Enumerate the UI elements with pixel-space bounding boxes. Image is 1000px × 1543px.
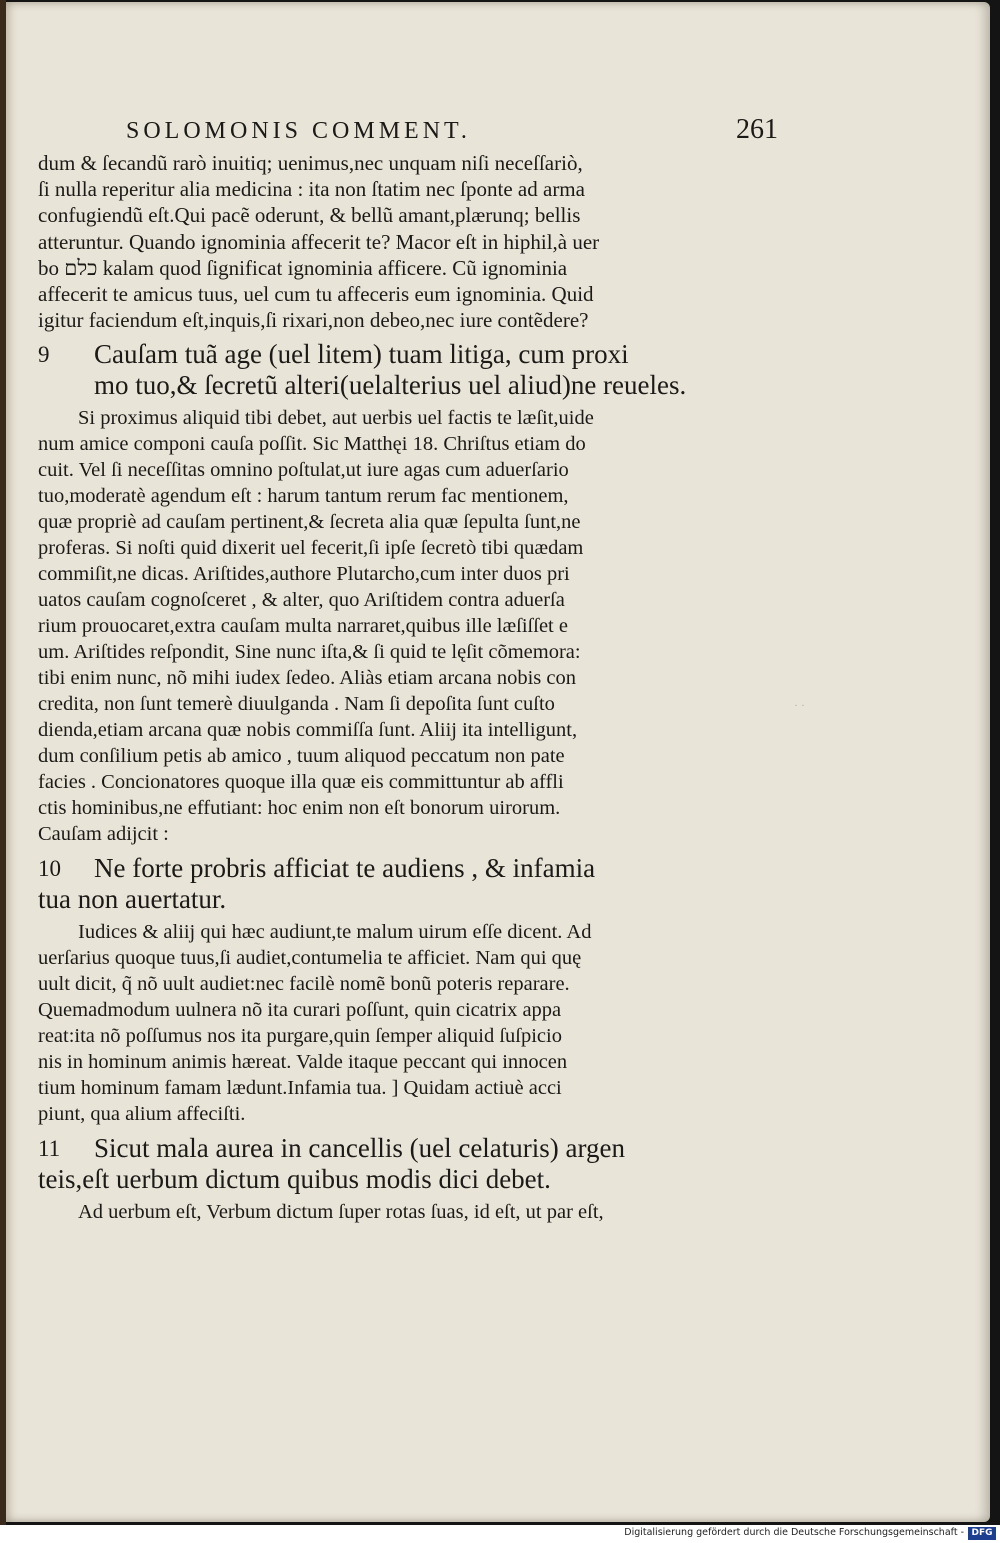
- commentary-line: Si proximus aliquid tibi debet, aut uerbis uel factis te læſit,uide: [78, 407, 594, 430]
- commentary-line: Iudices & aliĳ qui hæc audiunt,te malum uirum eſſe dicent. Ad: [78, 921, 592, 944]
- commentary-line: uult dicit, q̃ nõ uult audiet:nec facilè nomẽ bonũ poteris reparare.: [38, 973, 570, 996]
- commentary-verse-9: [38, 405, 710, 847]
- verse-number: 10: [38, 856, 61, 882]
- verse-text: Sicut mala aurea in cancellis (uel celaturis) argen: [94, 1133, 626, 1164]
- verse-number: 9: [38, 342, 50, 368]
- commentary-line: rium prouocaret,extra cauſam multa narraret,quibus ille læſiſſet e: [38, 615, 568, 638]
- dfg-logo-icon: DFG: [968, 1527, 996, 1540]
- text-line: dum & ſecandũ rarò inuitiq; uenimus,nec unquam niſi neceſſariò,: [38, 151, 583, 175]
- commentary-verse-10: [38, 919, 710, 1127]
- page-text-block: [38, 114, 778, 1225]
- commentary-line: Cauſam adĳcit :: [38, 823, 169, 846]
- commentary-line: reat:ita nõ poſſumus nos ita purgare,quin ſemper aliquid ſuſpicio: [38, 1025, 562, 1048]
- verse-9: [38, 339, 710, 401]
- text-line: igitur faciendum eſt,inquis,ſi rixari,non debeo,nec iure contẽdere?: [38, 308, 589, 333]
- commentary-line: piunt, qua alium affeciſti.: [38, 1103, 246, 1126]
- commentary-line: nis in hominum animis hæreat. Valde itaque peccant qui innocen: [38, 1051, 568, 1074]
- commentary-line: tium hominum famam lædunt.Infamia tua. ] Quidam actiuè acci: [38, 1077, 562, 1100]
- text-line: bo כלם kalam quod ſignificat ignominia afficere. Cũ ignominia: [38, 255, 568, 280]
- commentary-line: dienda,etiam arcana quæ nobis commiſſa ſunt. Aliĳ ita intelligunt,: [38, 719, 578, 742]
- commentary-line: commiſit,ne dicas. Ariſtides,authore Plutarcho,cum inter duos pri: [38, 563, 570, 586]
- verse-line: tua non auertatur.: [38, 884, 227, 915]
- page-number: 261: [736, 114, 778, 145]
- commentary-line: quæ propriè ad cauſam pertinent,& ſecreta alia quæ ſepulta ſunt,ne: [38, 511, 581, 534]
- intro-paragraph: [38, 150, 710, 333]
- verse-line: teis,eſt uerbum dictum quibus modis dici debet.: [38, 1164, 551, 1195]
- verse-11: [38, 1133, 710, 1195]
- commentary-line: num amice componi cauſa poſſit. Sic Matthęi 18. Chriſtus etiam do: [38, 433, 586, 456]
- verse-text: Ne forte probris afficiat te audiens , & infamia: [94, 853, 596, 884]
- text-line: confugiendũ eſt.Qui pacẽ oderunt, & bellũ amant,plærunq; bellis: [38, 203, 581, 228]
- commentary-line: proferas. Si noſti quid dixerit uel fecerit,ſi ipſe ſecretò tibi quædam: [38, 537, 584, 560]
- page-speck: · ·: [794, 698, 805, 712]
- commentary-line: uerſarius quoque tuus,ſi audiet,contumelia te afficiet. Nam qui quę: [38, 947, 582, 970]
- verse-10: [38, 853, 710, 915]
- running-head: SOLOMONIS COMMENT.: [126, 118, 471, 144]
- page-header: [126, 114, 778, 148]
- commentary-line: dum conſilium petis ab amico , tuum aliquod peccatum non pate: [38, 745, 565, 768]
- commentary-line: um. Ariſtides reſpondit, Sine nunc iſta,& ſi quid te lęſit cõmemora:: [38, 641, 581, 664]
- commentary-line: credita, non ſunt temerè diuulganda . Nam ſi depoſita ſunt cuſto: [38, 693, 555, 716]
- commentary-line: Ad uerbum eſt, Verbum dictum ſuper rotas ſuas, id eſt, ut par eſt,: [78, 1201, 604, 1224]
- commentary-line: Quemadmodum uulnera nõ ita curari poſſunt, quin cicatrix appa: [38, 999, 562, 1022]
- text-line: atteruntur. Quando ignominia affecerit te? Macor eſt in hiphil,à uer: [38, 229, 600, 254]
- verse-line: mo tuo,& ſecretũ alteri(uelalterius uel aliud)ne reueles.: [94, 370, 687, 401]
- commentary-line: cuit. Vel ſi neceſſitas omnino poſtulat,ut iure agas cum aduerſario: [38, 459, 569, 482]
- verse-text: Cauſam tuã age (uel litem) tuam litiga, cum proxi: [94, 339, 629, 370]
- verse-line: [38, 853, 710, 884]
- book-page: [6, 2, 990, 1522]
- footer-bar: [0, 1525, 1000, 1543]
- text-line: affecerit te amicus tuus, uel cum tu affeceris eum ignominia. Quid: [38, 281, 594, 306]
- commentary-line: facies . Concionatores quoque illa quæ eis committuntur ab affli: [38, 771, 564, 794]
- commentary-line: tuo,moderatè agendum eſt : harum tantum rerum fac mentionem,: [38, 485, 569, 508]
- commentary-line: ctis hominibus,ne effutiant: hoc enim non eſt bonorum uirorum.: [38, 797, 561, 820]
- commentary-line: uatos cauſam cognoſceret , & alter, quo Ariſtidem contra aduerſa: [38, 589, 565, 612]
- commentary-line: tibi enim nunc, nõ mihi iudex ſedeo. Aliàs etiam arcana nobis con: [38, 667, 576, 690]
- verse-number: 11: [38, 1136, 61, 1162]
- verse-line: [38, 1133, 710, 1164]
- digitization-credit: Digitalisierung gefördert durch die Deutsche Forschungsgemeinschaft -: [624, 1527, 964, 1538]
- commentary-verse-11: [38, 1199, 710, 1225]
- verse-line: [38, 339, 710, 370]
- text-line: ſi nulla reperitur alia medicina : ita non ſtatim nec ſponte ad arma: [38, 177, 585, 202]
